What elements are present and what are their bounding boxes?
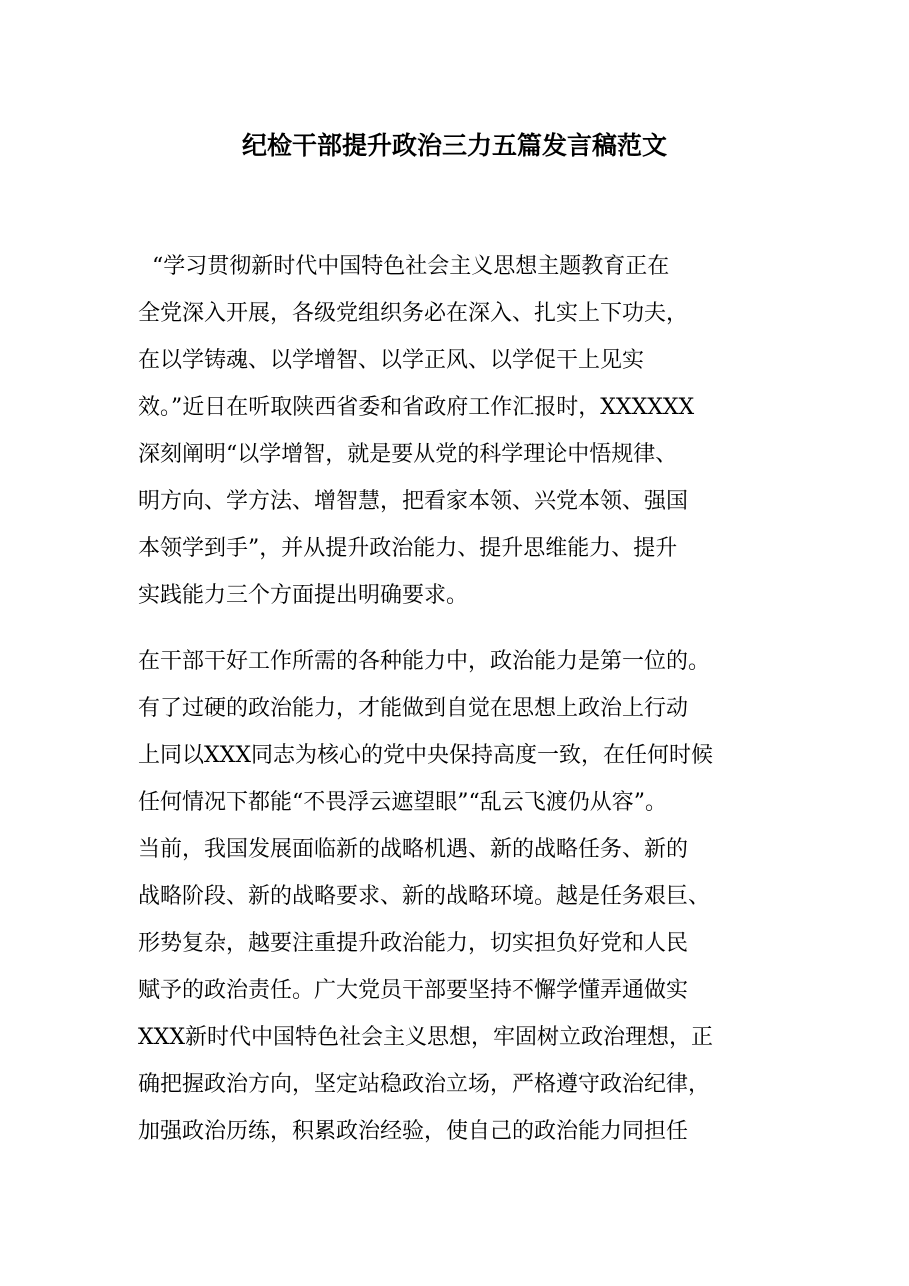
- text-line: 任何情况下都能“不畏浮云遮望眼”“乱云飞渡仍从容”。: [138, 790, 667, 815]
- text-line: 上同以XXX同志为核心的党中央保持高度一致，在任何时候: [138, 743, 713, 768]
- text-line: 本领学到手”，并从提升政治能力、提升思维能力、提升: [138, 536, 678, 561]
- text-line: 有了过硬的政治能力，才能做到自觉在思想上政治上行动: [138, 696, 689, 721]
- text-line: 形势复杂，越要注重提升政治能力，切实担负好党和人民: [138, 931, 689, 956]
- text-line: 在干部干好工作所需的各种能力中，政治能力是第一位的。: [138, 649, 711, 674]
- text-line: 明方向、学方法、增智慧，把看家本领、兴党本领、强国: [138, 489, 689, 514]
- text-line: 加强政治历练，积累政治经验，使自己的政治能力同担任: [138, 1119, 689, 1144]
- document-title: 纪检干部提升政治三力五篇发言稿范文: [241, 131, 667, 160]
- text-line: 在以学铸魂、以学增智、以学正风、以学促干上见实: [138, 348, 645, 373]
- text-line: “学习贯彻新时代中国特色社会主义思想主题教育正在: [138, 254, 670, 279]
- paragraph-intro: [138, 243, 778, 619]
- text-line: 赋予的政治责任。广大党员干部要坚持不懈学懂弄通做实: [138, 978, 689, 1003]
- text-line: 深刻阐明“以学增智，就是要从党的科学理论中悟规律、: [138, 442, 678, 467]
- text-line: 当前，我国发展面临新的战略机遇、新的战略任务、新的: [138, 837, 689, 862]
- paragraph-political-ability: [138, 638, 778, 1155]
- text-line: 确把握政治方向，坚定站稳政治立场，严格遵守政治纪律，: [138, 1072, 711, 1097]
- text-line: 效。”近日在听取陕西省委和省政府工作汇报时，XXXXXX: [138, 395, 695, 420]
- text-line: XXX新时代中国特色社会主义思想，牢固树立政治理想，正: [138, 1025, 713, 1050]
- text-line: 战略阶段、新的战略要求、新的战略环境。越是任务艰巨、: [138, 884, 711, 909]
- text-line: 全党深入开展，各级党组织务必在深入、扎实上下功夫，: [138, 301, 689, 326]
- text-line: 实践能力三个方面提出明确要求。: [138, 583, 469, 608]
